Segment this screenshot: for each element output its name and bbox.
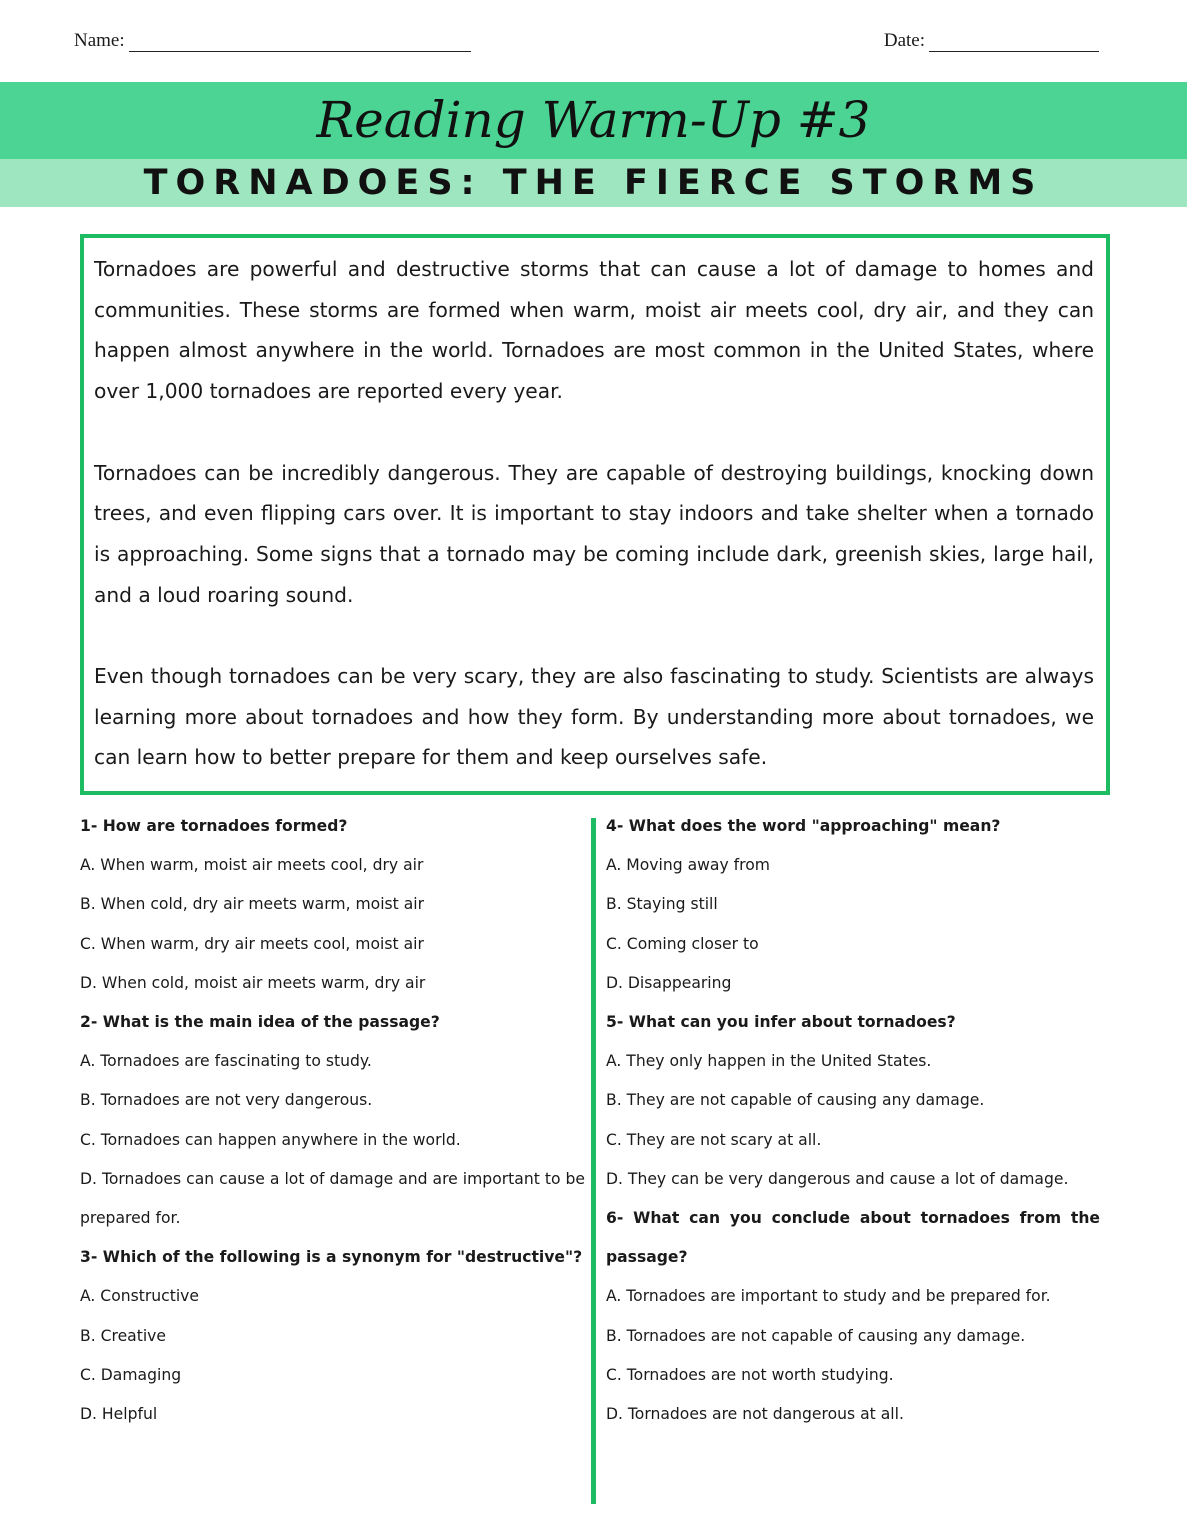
date-label: Date: (883, 30, 925, 51)
question-2-option-c[interactable]: C. Tornadoes can happen anywhere in the world. (80, 1130, 461, 1149)
question-5: 5- What can you infer about tornadoes? (606, 1013, 956, 1032)
question-2: 2- What is the main idea of the passage? (80, 1013, 440, 1032)
questions-left-column (80, 807, 585, 1434)
question-1-option-b[interactable]: B. When cold, dry air meets warm, moist air (80, 895, 425, 914)
question-4: 4- What does the word "approaching" mean? (606, 817, 1001, 835)
worksheet-header (74, 30, 1099, 60)
question-6-option-b[interactable]: B. Tornadoes are not capable of causing any damage. (606, 1326, 1026, 1345)
question-4-option-c[interactable]: C. Coming closer to (606, 934, 759, 953)
question-5-option-c[interactable]: C. They are not scary at all. (606, 1130, 822, 1149)
question-4-option-d[interactable]: D. Disappearing (606, 973, 732, 992)
page-title: Reading Warm-Up #3 (316, 91, 871, 149)
question-5-option-b[interactable]: B. They are not capable of causing any damage. (606, 1091, 985, 1110)
question-3: 3- Which of the following is a synonym for "destructive"? (80, 1248, 583, 1267)
reading-passage (94, 249, 1094, 778)
question-6-option-c[interactable]: C. Tornadoes are not worth studying. (606, 1365, 894, 1384)
question-3-option-d[interactable]: D. Helpful (80, 1405, 158, 1424)
question-5-option-a[interactable]: A. They only happen in the United States. (606, 1052, 932, 1071)
question-4-option-a[interactable]: A. Moving away from (606, 856, 770, 875)
passage-paragraph: Even though tornadoes can be very scary, they are also fascinating to study. Scientists are always learning more about tornadoes and how they form. By understanding more about tornadoes, we can learn how to better prepare for them and keep ourselves safe. (94, 664, 1094, 770)
column-divider (591, 818, 596, 1504)
questions-right-column (606, 807, 1100, 1434)
page-subtitle: TORNADOES: THE FIERCE STORMS (143, 163, 1044, 203)
question-2-option-b[interactable]: B. Tornadoes are not very dangerous. (80, 1091, 373, 1110)
question-1-option-d[interactable]: D. When cold, moist air meets warm, dry air (80, 973, 426, 992)
question-4-option-b[interactable]: B. Staying still (606, 895, 718, 914)
question-1-option-c[interactable]: C. When warm, dry air meets cool, moist air (80, 934, 424, 953)
question-3-option-a[interactable]: A. Constructive (80, 1287, 199, 1306)
question-3-option-c[interactable]: C. Damaging (80, 1365, 182, 1384)
name-label: Name: (74, 30, 125, 51)
question-2-option-a[interactable]: A. Tornadoes are fascinating to study. (80, 1052, 372, 1071)
question-1: 1- How are tornadoes formed? (80, 817, 348, 835)
passage-paragraph: Tornadoes are powerful and destructive storms that can cause a lot of damage to homes and communities. These storms are formed when warm, moist air meets cool, dry air, and they can happen almost anywhere in the world. Tornadoes are most common in the United States, where over 1,000 tornadoes are reported every year. (94, 257, 1094, 404)
question-6-option-d[interactable]: D. Tornadoes are not dangerous at all. (606, 1405, 904, 1424)
date-blank-line[interactable] (929, 33, 1099, 52)
name-blank-line[interactable] (129, 33, 471, 52)
reading-passage-box (80, 234, 1110, 795)
question-6-option-a[interactable]: A. Tornadoes are important to study and be prepared for. (606, 1287, 1051, 1306)
question-6: 6- What can you conclude about tornadoes from the passage? (606, 1209, 1100, 1267)
question-3-option-b[interactable]: B. Creative (80, 1326, 166, 1345)
date-field (884, 30, 1099, 52)
name-field (74, 30, 471, 52)
passage-paragraph: Tornadoes can be incredibly dangerous. They are capable of destroying buildings, knocking down trees, and even flipping cars over. It is important to stay indoors and take shelter when a tornado is approaching. Some signs that a tornado may be coming include dark, greenish skies, large hail, and a loud roaring sound. (94, 460, 1094, 607)
question-2-option-d[interactable]: D. Tornadoes can cause a lot of damage and are important to be prepared for. (80, 1169, 585, 1228)
question-5-option-d[interactable]: D. They can be very dangerous and cause a lot of damage. (606, 1169, 1069, 1188)
question-1-option-a[interactable]: A. When warm, moist air meets cool, dry air (80, 856, 424, 875)
